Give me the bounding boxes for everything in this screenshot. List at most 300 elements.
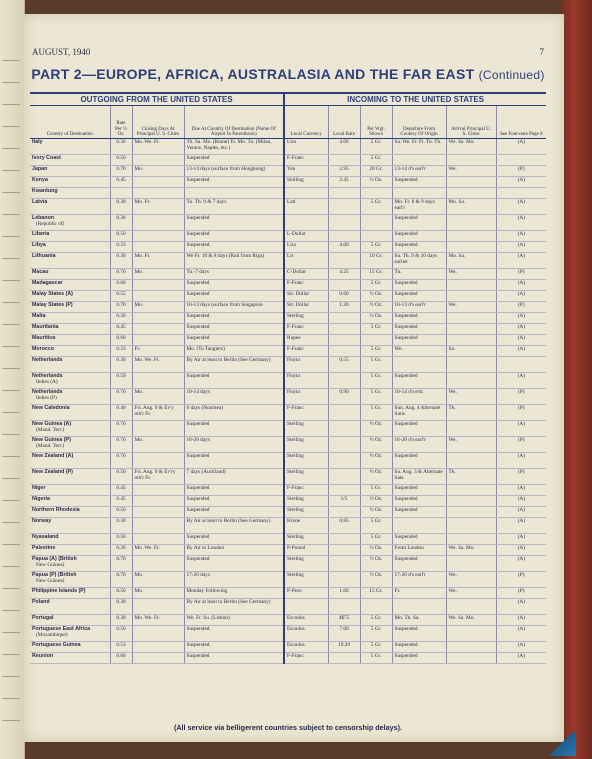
- country-subname: Indies (P): [36, 395, 57, 401]
- row-per-weight: ½ Oz.: [360, 556, 392, 572]
- row-closing: [132, 324, 184, 335]
- table-row: [30, 302, 546, 313]
- country-name: New Zealand (P): [32, 469, 73, 475]
- country-name: Liberia: [32, 231, 50, 237]
- row-closing: Fri. Aug. 9 & Ev'y oth'r Fr.: [132, 405, 184, 421]
- country-name: Nigeria: [32, 496, 50, 502]
- document-page: [24, 14, 564, 742]
- row-closing: [132, 280, 184, 291]
- country-subname: (Republic of): [36, 221, 65, 227]
- row-local-rate: [328, 324, 360, 335]
- row-rate: 0.36: [110, 545, 132, 556]
- row-per-weight: 5 Gr.: [360, 280, 392, 291]
- table-row: [30, 177, 546, 188]
- row-per-weight: ½ Oz.: [360, 453, 392, 469]
- row-closing: Mo.: [132, 302, 184, 313]
- row-country: [30, 496, 110, 507]
- row-rate: 0.45: [110, 177, 132, 188]
- row-currency: Sterling: [284, 507, 328, 518]
- country-name: Lithuania: [32, 253, 56, 259]
- row-due: Tu.-7 days: [184, 269, 284, 280]
- row-closing: [132, 534, 184, 545]
- country-name: Portugal: [32, 615, 54, 621]
- row-departure: Suspended: [392, 653, 446, 664]
- row-currency: F-Franc: [284, 405, 328, 421]
- row-rate: 0.30: [110, 199, 132, 215]
- row-due: Mo. (To Tangiers): [184, 346, 284, 357]
- row-rate: 0.50: [110, 626, 132, 642]
- row-arrival: [446, 534, 496, 545]
- row-currency: Str. Dollar: [284, 291, 328, 302]
- row-closing: [132, 313, 184, 324]
- row-footnote: (A): [496, 324, 546, 335]
- row-local-rate: [328, 405, 360, 421]
- row-local-rate: [328, 653, 360, 664]
- row-arrival: We. Sa. Mo.: [446, 615, 496, 626]
- table-row: [30, 199, 546, 215]
- row-currency: Sterling: [284, 572, 328, 588]
- row-local-rate: [328, 155, 360, 166]
- table-row: [30, 166, 546, 177]
- row-country: [30, 253, 110, 269]
- country-name: Papua (A) (British: [32, 556, 77, 562]
- row-rate: 0.50: [110, 507, 132, 518]
- row-rate: 0.60: [110, 335, 132, 346]
- country-name: New Guinea (A): [32, 421, 72, 427]
- row-departure: Suspended: [392, 324, 446, 335]
- row-rate: 0.70: [110, 421, 132, 437]
- row-footnote: [496, 155, 546, 166]
- row-due: Suspended: [184, 335, 284, 346]
- row-due: Suspended: [184, 280, 284, 291]
- row-rate: 0.70: [110, 389, 132, 405]
- row-currency: [284, 215, 328, 231]
- row-due: Suspended: [184, 653, 284, 664]
- spine-tick: [2, 632, 20, 633]
- table-row: [30, 653, 546, 664]
- country-name: Lebanon: [32, 215, 55, 221]
- row-footnote: (A): [496, 313, 546, 324]
- row-country: [30, 599, 110, 615]
- row-due: Suspended: [184, 496, 284, 507]
- col-footnote: See Foot-note Page 8: [496, 106, 546, 139]
- row-departure: Suspended: [392, 280, 446, 291]
- schedule-rows: [30, 139, 546, 664]
- country-name: New Guinea (P): [32, 437, 71, 443]
- row-rate: 0.33: [110, 346, 132, 357]
- row-footnote: (A): [496, 215, 546, 231]
- row-per-weight: ½ Oz.: [360, 496, 392, 507]
- row-per-weight: 20 Gr.: [360, 166, 392, 177]
- row-footnote: (P): [496, 572, 546, 588]
- row-departure: Suspended: [392, 177, 446, 188]
- row-closing: [132, 556, 184, 572]
- spine-tick: [2, 412, 20, 413]
- table-row: [30, 437, 546, 453]
- row-footnote: (A): [496, 242, 546, 253]
- spine-tick: [2, 104, 20, 105]
- row-country: [30, 231, 110, 242]
- row-departure: Fr.: [392, 588, 446, 599]
- incoming-band: INCOMING TO THE UNITED STATES: [284, 93, 546, 106]
- row-footnote: (P): [496, 469, 546, 485]
- row-arrival: [446, 215, 496, 231]
- row-due: By Air at least to Berlin (See Germany): [184, 357, 284, 373]
- row-per-weight: ½ Oz.: [360, 507, 392, 518]
- country-name: Mauritius: [32, 335, 56, 341]
- row-arrival: We.: [446, 572, 496, 588]
- row-local-rate: 0.60: [328, 291, 360, 302]
- row-per-weight: 5 Gr.: [360, 199, 392, 215]
- row-rate: [110, 188, 132, 199]
- table-row: [30, 291, 546, 302]
- row-closing: [132, 653, 184, 664]
- row-arrival: [446, 507, 496, 518]
- col-rate: Rate Per ½ Oz.: [110, 106, 132, 139]
- row-closing: Mo.: [132, 588, 184, 599]
- row-rate: 0.50: [110, 534, 132, 545]
- row-footnote: (A): [496, 280, 546, 291]
- row-local-rate: [328, 599, 360, 615]
- row-currency: Sterling: [284, 313, 328, 324]
- row-local-rate: [328, 469, 360, 485]
- censorship-footnote: (All service via belligerent countries subject to censorship delays).: [173, 723, 403, 732]
- row-departure: Suspended: [392, 313, 446, 324]
- table-row: [30, 139, 546, 155]
- row-arrival: [446, 231, 496, 242]
- country-name: Malay States (P): [32, 302, 73, 308]
- country-name: Netherlands: [32, 357, 63, 363]
- spine-tick: [2, 346, 20, 347]
- row-local-rate: 0.55: [328, 357, 360, 373]
- row-rate: 0.70: [110, 453, 132, 469]
- spine-tick: [2, 368, 20, 369]
- row-arrival: [446, 485, 496, 496]
- row-currency: Lit: [284, 253, 328, 269]
- outgoing-band: OUTGOING FROM THE UNITED STATES: [30, 93, 284, 106]
- row-local-rate: 2.95: [328, 166, 360, 177]
- row-currency: Escudos: [284, 626, 328, 642]
- spine-tick: [2, 126, 20, 127]
- row-arrival: [446, 177, 496, 188]
- row-closing: [132, 453, 184, 469]
- row-footnote: [496, 188, 546, 199]
- row-closing: [132, 496, 184, 507]
- country-subname: (Mand. Terr.): [36, 443, 65, 449]
- row-local-rate: 4$75: [328, 615, 360, 626]
- row-country: [30, 642, 110, 653]
- row-rate: 0.30: [110, 357, 132, 373]
- row-closing: [132, 335, 184, 346]
- country-subname: (Mozambique): [36, 632, 68, 638]
- row-local-rate: [328, 421, 360, 437]
- row-footnote: (A): [496, 199, 546, 215]
- row-arrival: [446, 373, 496, 389]
- spine-tick: [2, 236, 20, 237]
- spine-tick: [2, 478, 20, 479]
- row-currency: Lati: [284, 199, 328, 215]
- table-row: [30, 496, 546, 507]
- table-row: [30, 588, 546, 599]
- country-name: Poland: [32, 599, 50, 605]
- row-local-rate: 19.20: [328, 642, 360, 653]
- table-row: [30, 469, 546, 485]
- row-arrival: We.: [446, 389, 496, 405]
- row-departure: [392, 518, 446, 534]
- row-country: [30, 188, 110, 199]
- spine-tick: [2, 258, 20, 259]
- row-local-rate: [328, 313, 360, 324]
- row-footnote: (A): [496, 373, 546, 389]
- country-name: Morocco: [32, 346, 55, 352]
- binding-spine: [0, 0, 25, 759]
- row-departure: 10-14 d's erlr.: [392, 389, 446, 405]
- row-rate: 0.45: [110, 496, 132, 507]
- row-country: [30, 357, 110, 373]
- table-row: [30, 485, 546, 496]
- row-currency: Sterling: [284, 453, 328, 469]
- row-footnote: (A): [496, 346, 546, 357]
- row-departure: Tu.: [392, 269, 446, 280]
- row-rate: 0.30: [110, 518, 132, 534]
- row-per-weight: [360, 188, 392, 199]
- table-row: [30, 215, 546, 231]
- row-closing: Fri. Aug. 9 & Ev'ry oth'r Fr.: [132, 469, 184, 485]
- row-country: [30, 405, 110, 421]
- row-country: [30, 421, 110, 437]
- row-currency: Krone: [284, 518, 328, 534]
- country-name: Malta: [32, 313, 46, 319]
- row-rate: 0.70: [110, 166, 132, 177]
- row-rate: 0.33: [110, 242, 132, 253]
- row-local-rate: [328, 437, 360, 453]
- row-local-rate: [328, 507, 360, 518]
- row-country: [30, 313, 110, 324]
- row-due: Suspended: [184, 324, 284, 335]
- row-local-rate: [328, 453, 360, 469]
- row-rate: 0.50: [110, 469, 132, 485]
- spine-tick: [2, 544, 20, 545]
- row-closing: Mo. Fr.: [132, 253, 184, 269]
- row-departure: Mo. Th. Sa.: [392, 615, 446, 626]
- row-due: Suspended: [184, 291, 284, 302]
- row-footnote: (A): [496, 556, 546, 572]
- row-due: Suspended: [184, 155, 284, 166]
- row-footnote: (A): [496, 177, 546, 188]
- row-footnote: (A): [496, 545, 546, 556]
- country-subname: New Guinea): [36, 562, 65, 568]
- spine-tick: [2, 588, 20, 589]
- row-currency: Florin: [284, 357, 328, 373]
- row-closing: [132, 242, 184, 253]
- row-rate: 0.53: [110, 642, 132, 653]
- row-closing: Mo.: [132, 166, 184, 177]
- country-name: Macau: [32, 269, 49, 275]
- row-currency: Sterling: [284, 534, 328, 545]
- row-footnote: (A): [496, 496, 546, 507]
- row-due: We Fr. 10 & 8 days (Rail from Riga): [184, 253, 284, 269]
- row-country: [30, 166, 110, 177]
- row-footnote: (A): [496, 518, 546, 534]
- table-row: [30, 389, 546, 405]
- country-name: Nyasaland: [32, 534, 59, 540]
- row-rate: 0.60: [110, 653, 132, 664]
- table-row: [30, 346, 546, 357]
- row-local-rate: [328, 335, 360, 346]
- row-footnote: (A): [496, 615, 546, 626]
- row-currency: P-Pound: [284, 545, 328, 556]
- row-local-rate: 4.25: [328, 269, 360, 280]
- row-country: [30, 453, 110, 469]
- row-departure: Mo. Fr. 8 & 9 days earl'r: [392, 199, 446, 215]
- country-name: Palestine: [32, 545, 56, 551]
- country-name: Norway: [32, 518, 52, 524]
- row-due: Suspended: [184, 242, 284, 253]
- row-local-rate: [328, 556, 360, 572]
- table-row: [30, 231, 546, 242]
- table-row: [30, 253, 546, 269]
- row-rate: 0.30: [110, 599, 132, 615]
- table-row: [30, 507, 546, 518]
- row-departure: Suspended: [392, 231, 446, 242]
- row-due: Suspended: [184, 626, 284, 642]
- row-per-weight: 5 Gr.: [360, 485, 392, 496]
- row-country: [30, 653, 110, 664]
- row-currency: Sterling: [284, 437, 328, 453]
- row-due: Suspended: [184, 534, 284, 545]
- row-per-weight: ½ Oz.: [360, 291, 392, 302]
- row-country: [30, 155, 110, 166]
- row-per-weight: ½ Oz.: [360, 437, 392, 453]
- table-row: [30, 405, 546, 421]
- table-row: [30, 599, 546, 615]
- row-local-rate: [328, 534, 360, 545]
- row-local-rate: [328, 188, 360, 199]
- row-country: [30, 469, 110, 485]
- spine-tick: [2, 522, 20, 523]
- row-rate: 0.60: [110, 280, 132, 291]
- country-name: Libya: [32, 242, 46, 248]
- row-per-weight: 5 Gr.: [360, 242, 392, 253]
- row-per-weight: ½ Oz.: [360, 572, 392, 588]
- row-local-rate: [328, 280, 360, 291]
- country-name: Netherlands: [32, 373, 63, 379]
- row-closing: [132, 421, 184, 437]
- row-currency: [284, 188, 328, 199]
- row-due: Suspended: [184, 453, 284, 469]
- row-rate: 0.40: [110, 405, 132, 421]
- row-arrival: [446, 280, 496, 291]
- row-arrival: We.: [446, 302, 496, 313]
- country-name: Japan: [32, 166, 48, 172]
- row-due: Suspended: [184, 556, 284, 572]
- row-due: 10-14 days: [184, 389, 284, 405]
- row-departure: From London: [392, 545, 446, 556]
- row-country: [30, 280, 110, 291]
- row-currency: F-Franc: [284, 324, 328, 335]
- row-due: Suspended: [184, 313, 284, 324]
- title-main: PART 2—EUROPE, AFRICA, AUSTRALASIA AND THE FAR EAST: [31, 66, 475, 82]
- row-departure: 17-20 d's earl'r: [392, 572, 446, 588]
- row-due: Suspended: [184, 507, 284, 518]
- row-currency: Rupee: [284, 335, 328, 346]
- row-footnote: (P): [496, 269, 546, 280]
- spine-tick: [2, 654, 20, 655]
- row-footnote: (A): [496, 534, 546, 545]
- row-closing: [132, 177, 184, 188]
- row-arrival: [446, 357, 496, 373]
- table-row: [30, 556, 546, 572]
- table-row: [30, 269, 546, 280]
- row-footnote: (P): [496, 405, 546, 421]
- row-per-weight: [360, 231, 392, 242]
- table-row: [30, 572, 546, 588]
- row-per-weight: ½ Oz.: [360, 469, 392, 485]
- row-local-rate: [328, 215, 360, 231]
- row-currency: P-Peso: [284, 588, 328, 599]
- row-due: By Air at least to Berlin (See Germany): [184, 599, 284, 615]
- row-departure: Suspended: [392, 291, 446, 302]
- row-local-rate: 1/5: [328, 496, 360, 507]
- row-country: [30, 389, 110, 405]
- row-local-rate: 0.90: [328, 389, 360, 405]
- country-name: Netherlands: [32, 389, 63, 395]
- country-name: Italy: [32, 139, 43, 145]
- spine-tick: [2, 214, 20, 215]
- row-rate: 0.45: [110, 324, 132, 335]
- row-rate: 0.59: [110, 373, 132, 389]
- row-local-rate: 0.85: [328, 518, 360, 534]
- row-due: Suspended: [184, 642, 284, 653]
- spine-tick: [2, 170, 20, 171]
- row-departure: 10-13 d's earl'r: [392, 302, 446, 313]
- row-per-weight: 5 Gr.: [360, 357, 392, 373]
- row-arrival: Mo. Sa.: [446, 199, 496, 215]
- row-rate: 0.30: [110, 139, 132, 155]
- row-currency: Sterling: [284, 496, 328, 507]
- row-per-weight: 5 Gr.: [360, 389, 392, 405]
- spine-tick: [2, 60, 20, 61]
- row-closing: [132, 507, 184, 518]
- row-closing: [132, 373, 184, 389]
- row-due: 7 days (Auckland): [184, 469, 284, 485]
- row-departure: Suspended: [392, 496, 446, 507]
- row-footnote: (A): [496, 421, 546, 437]
- row-due: By Air to London: [184, 545, 284, 556]
- row-local-rate: [328, 373, 360, 389]
- row-currency: Sterling: [284, 421, 328, 437]
- row-departure: 13-14 d's earl'r: [392, 166, 446, 177]
- row-due: [184, 188, 284, 199]
- row-local-rate: 7.00: [328, 626, 360, 642]
- row-local-rate: [328, 231, 360, 242]
- row-currency: F-Franc: [284, 155, 328, 166]
- row-country: [30, 373, 110, 389]
- row-rate: 0.30: [110, 313, 132, 324]
- row-rate: 0.55: [110, 291, 132, 302]
- row-due: 17-20 days: [184, 572, 284, 588]
- row-departure: [392, 188, 446, 199]
- spine-tick: [2, 324, 20, 325]
- row-per-weight: ½ Oz.: [360, 421, 392, 437]
- page-title: [28, 66, 548, 82]
- row-closing: Mo. We. Fr.: [132, 357, 184, 373]
- row-per-weight: 5 Gr.: [360, 346, 392, 357]
- row-country: [30, 215, 110, 231]
- row-arrival: [446, 421, 496, 437]
- row-closing: Mo.: [132, 269, 184, 280]
- row-per-weight: 5 Gr.: [360, 534, 392, 545]
